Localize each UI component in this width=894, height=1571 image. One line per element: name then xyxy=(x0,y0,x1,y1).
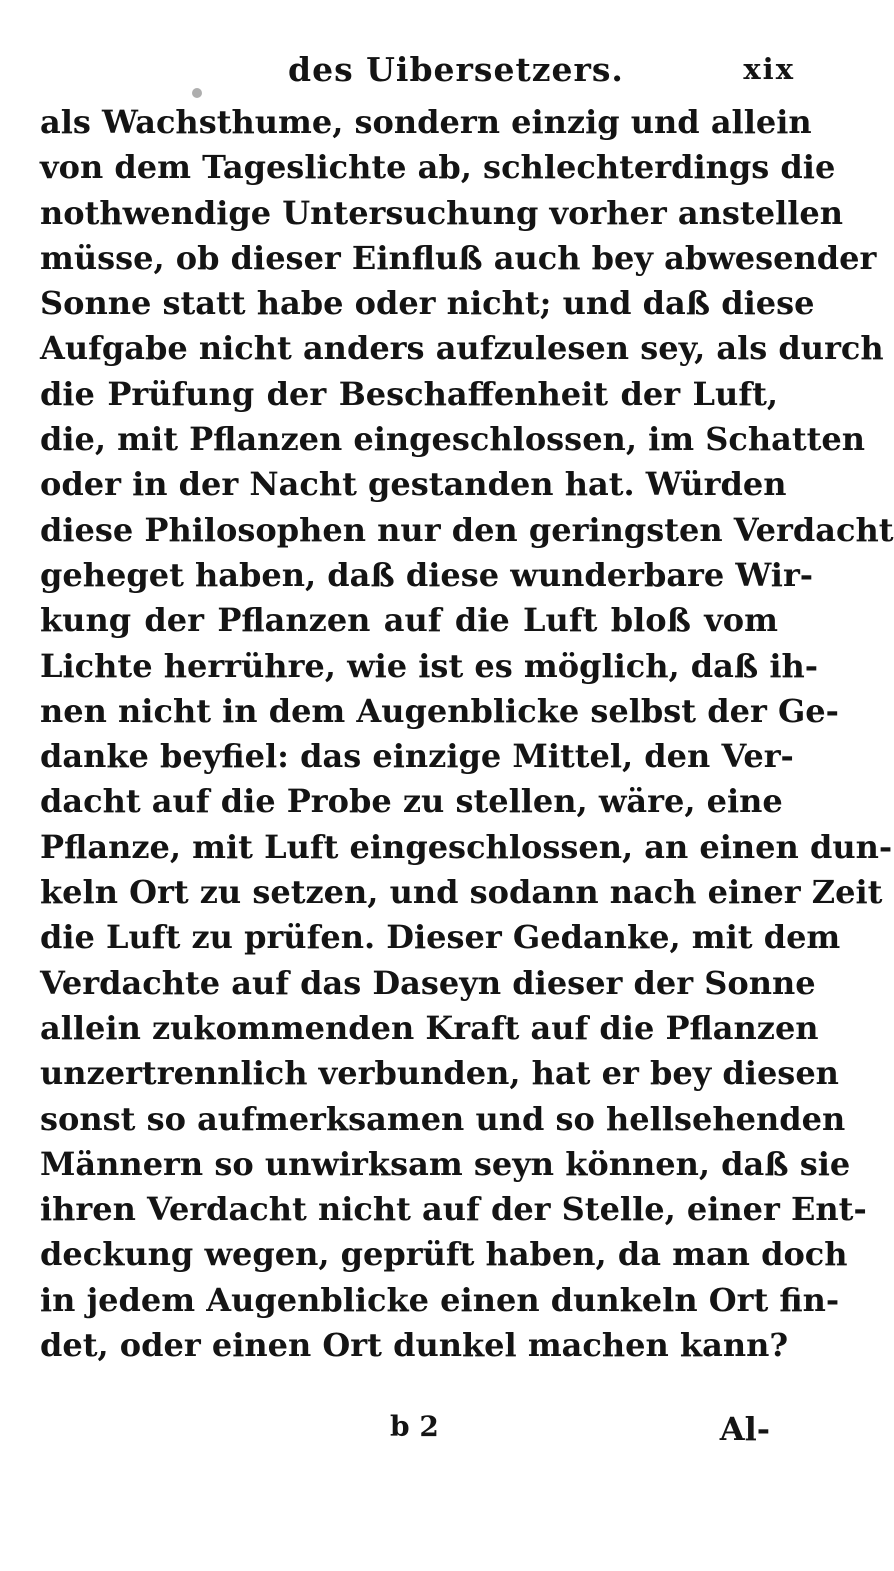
text-line: die Luft zu prüfen. Dieser Gedanke, mit dem xyxy=(40,918,841,957)
text-line: dacht auf die Probe zu stellen, wäre, eine xyxy=(40,782,783,821)
text-line: nen nicht in dem Augenblicke selbst der Ge- xyxy=(40,691,839,730)
text-line: deckung wegen, geprüft haben, da man doch xyxy=(40,1235,848,1274)
text-line: det, oder einen Ort dunkel machen kann? xyxy=(40,1326,789,1365)
text-line: Verdachte auf das Daseyn dieser der Sonne xyxy=(40,963,816,1002)
text-line: allein zukommenden Kraft auf die Pflanzen xyxy=(40,1008,819,1047)
text-line: danke beyfiel: das einzige Mittel, den Ver- xyxy=(40,737,794,776)
text-line: Pflanze, mit Luft eingeschlossen, an einen dun- xyxy=(40,827,893,866)
text-line: Lichte herrühre, wie ist es möglich, daß ih- xyxy=(40,646,819,685)
text-line: kung der Pflanzen auf die Luft bloß vom xyxy=(40,601,778,640)
text-line: von dem Tageslichte ab, schlechterdings die xyxy=(40,148,836,187)
text-line: Aufgabe nicht anders aufzulesen sey, als durch xyxy=(40,329,884,368)
text-line: in jedem Augenblicke einen dunkeln Ort fin- xyxy=(40,1280,840,1319)
text-line: die, mit Pflanzen eingeschlossen, im Schatten xyxy=(40,420,866,459)
text-line: ihren Verdacht nicht auf der Stelle, einer Ent- xyxy=(40,1190,867,1229)
page-header xyxy=(40,50,795,100)
page-number: xix xyxy=(743,52,795,86)
text-line: sonst so aufmerksamen und so hellsehenden xyxy=(40,1099,846,1138)
text-line: oder in der Nacht gestanden hat. Würden xyxy=(40,465,787,504)
text-line: die Prüfung der Beschaffenheit der Luft, xyxy=(40,374,778,413)
catchword: Al- xyxy=(719,1410,770,1448)
text-line: unzertrennlich verbunden, hat er bey diesen xyxy=(40,1054,839,1093)
body-text xyxy=(40,100,894,1368)
text-line: müsse, ob dieser Einfluß auch bey abwesender xyxy=(40,238,877,277)
ink-speck xyxy=(192,88,202,98)
text-line: Männern so unwirksam seyn können, daß sie xyxy=(40,1144,851,1183)
text-line: nothwendige Untersuchung vorher anstellen xyxy=(40,193,843,232)
running-head: des Uibersetzers. xyxy=(288,50,624,89)
text-line: keln Ort zu setzen, und sodann nach einer Zeit xyxy=(40,873,883,912)
text-line: geheget haben, daß diese wunderbare Wir- xyxy=(40,555,814,594)
signature-mark: b 2 xyxy=(390,1410,439,1443)
page-footer xyxy=(40,1410,770,1456)
text-line: als Wachsthume, sondern einzig und allein xyxy=(40,103,812,141)
text-line: diese Philosophen nur den geringsten Verdacht xyxy=(40,510,894,549)
text-line: Sonne statt habe oder nicht; und daß diese xyxy=(40,284,815,323)
